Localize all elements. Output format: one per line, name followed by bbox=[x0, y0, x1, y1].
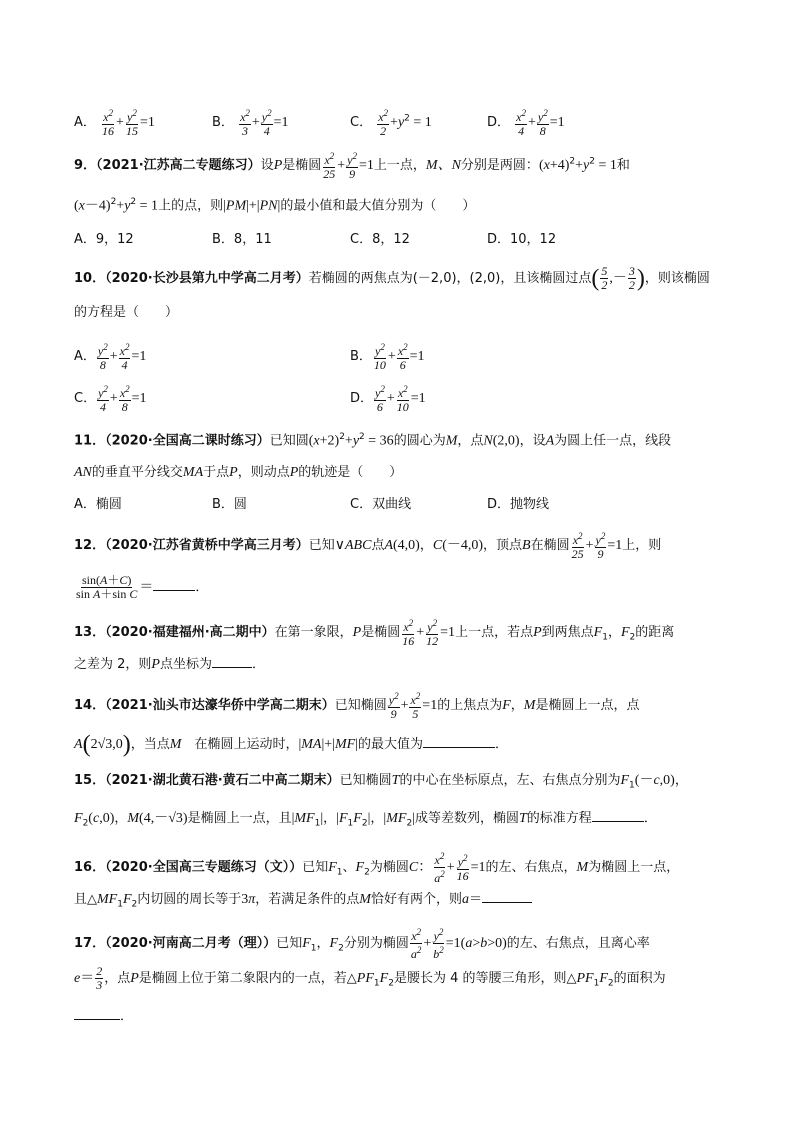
q8-option-d[interactable]: D． $\frac{x^2}{4}$ + $\frac{y^2}{8}$ =1 bbox=[487, 108, 565, 138]
q10-line-1: 10．（2020·长沙县第九中学高二月考）若椭圆的两焦点为(－2,0)，(2,0)，且该椭圆过点( $\frac{5}{2}$ ,－ $\frac{3}{2}$ )，则该椭圆 bbox=[74, 264, 710, 292]
q17-line-2: e＝ $\frac{2}{3}$ ，点P是椭圆上位于第二象限内的一点，若$\triangle PF_1F_2$是腰长为 4 的等腰三角形，则$\triangle PF_1F_2$的面积为 bbox=[74, 964, 666, 992]
q11-option-d[interactable]: D．抛物线 bbox=[487, 497, 550, 512]
answer-blank[interactable] bbox=[592, 807, 644, 822]
answer-blank[interactable] bbox=[212, 653, 252, 668]
answer-blank[interactable] bbox=[74, 1005, 120, 1020]
q9-option-b[interactable]: B．8，11 bbox=[212, 232, 272, 247]
fraction: $\frac{x^2}{16}$ bbox=[102, 108, 115, 138]
q14-line-1: 14．（2021·汕头市达濠华侨中学高二期末）已知椭圆 $\frac{y^2}{9}$ + $\frac{x^2}{5}$ =1的上焦点为F，M是椭圆上一点，点 bbox=[74, 691, 640, 721]
q11-line-1: 11．（2020·全国高二课时练习）已知圆$(x+2)^2+y^2 = 36$的圆心为M，点N(2,0)，设A为圆上任一点，线段 bbox=[74, 432, 672, 449]
answer-blank[interactable] bbox=[482, 888, 532, 903]
q10-option-c[interactable]: C． $\frac{y^2}{4}$ + $\frac{x^2}{8}$ =1 bbox=[74, 384, 147, 414]
answer-blank[interactable] bbox=[423, 733, 495, 748]
q13-line-2: 之差为 2，则P点坐标为 ． bbox=[74, 653, 265, 675]
q16-line-1: 16．（2020·全国高三专题练习（文））已知$F_1$、$F_2$为椭圆C： $\frac{x^2}{a^2}$ + $\frac{y^2}{16}$ =1的左、右焦点，M为椭圆上一点， bbox=[74, 851, 680, 885]
q13-line-1: 13．（2020·福建福州·高二期中）在第一象限，P是椭圆 $\frac{x^2}{16}$ + $\frac{y^2}{12}$ =1上一点，若点P到两焦点$F_1$，$F_2$的距离 bbox=[74, 618, 675, 648]
q17-line-1: 17．（2020·河南高二月考（理））已知$F_1$，$F_2$分别为椭圆 $\frac{x^2}{a^2}$ + $\frac{y^2}{b^2}$ =1(a>b>0)的左、右焦点，且离心率 bbox=[74, 927, 650, 961]
q12-line-1: 12．（2020·江苏省黄桥中学高三月考）已知∨ABC点A(4,0)，C(－4,0)，顶点B在椭圆 $\frac{x^2}{25}$ + $\frac{y^2}{9}$ =1上，则 bbox=[74, 531, 662, 561]
q8-option-c[interactable]: C． $\frac{x^2}{2}$ $+y^2 = 1$ bbox=[350, 108, 432, 138]
q9-option-c[interactable]: C．8，12 bbox=[350, 232, 410, 247]
q17-line-3: ． bbox=[74, 1005, 133, 1027]
q11-option-c[interactable]: C．双曲线 bbox=[350, 497, 412, 512]
q10-option-b[interactable]: B． $\frac{y^2}{10}$ + $\frac{x^2}{6}$ =1 bbox=[350, 342, 425, 372]
q9-option-d[interactable]: D．10，12 bbox=[487, 232, 557, 247]
q9-line-2: $(x-4)^2+y^2 = 1$上的点，则|PM|+|PN|的最小值和最大值分别为（ ） bbox=[74, 197, 476, 214]
q10-line-2: 的方程是（ ） bbox=[74, 305, 179, 320]
q14-line-2: A(2√3,0)，当点M 在椭圆上运动时，|MA|+|MF|的最大值为 ． bbox=[74, 731, 509, 758]
q12-line-2: $\frac{\sin(A+C)}{\text{sin A＋sin C}}$ ＝ ． bbox=[76, 573, 209, 601]
q9-line-1: 9．（2021·江苏高二专题练习）设P是椭圆 $\frac{x^2}{25}$ + $\frac{y^2}{9}$ =1上一点，M、N分别是两圆：$(x+4)^2+y^2 = 1$和 bbox=[74, 151, 630, 181]
q15-line-1: 15．（2021·湖北黄石港·黄石二中高二期末）已知椭圆T的中心在坐标原点，左、右焦点分别为$F_1(-c,0)$， bbox=[74, 773, 688, 791]
answer-blank[interactable] bbox=[153, 576, 195, 591]
q15-line-2: $F_2(c,0)$，M(4,－√3)是椭圆上一点，且$|MF_1|$，$|F_1F_2|$，$|MF_2|$成等差数列，椭圆T的标准方程 ． bbox=[74, 807, 657, 834]
q16-line-2: 且$\triangle MF_1F_2$内切圆的周长等于3π，若满足条件的点M恰好有两个，则a＝ bbox=[74, 888, 532, 915]
q11-line-2: AN的垂直平分线交MA于点P，则动点P的轨迹是（ ） bbox=[74, 465, 403, 480]
q10-option-d[interactable]: D． $\frac{y^2}{6}$ + $\frac{x^2}{10}$ =1 bbox=[350, 384, 426, 414]
q10-option-a[interactable]: A． $\frac{y^2}{8}$ + $\frac{x^2}{4}$ =1 bbox=[74, 342, 147, 372]
q11-option-a[interactable]: A．椭圆 bbox=[74, 497, 122, 512]
q8-option-a[interactable]: A． $\frac{x^2}{16}$ + $\frac{y^2}{15}$ =1 bbox=[74, 108, 155, 138]
q9-option-a[interactable]: A．9，12 bbox=[74, 232, 134, 247]
q11-option-b[interactable]: B．圆 bbox=[212, 497, 247, 512]
q8-option-b[interactable]: B． $\frac{x^2}{3}$ + $\frac{y^2}{4}$ =1 bbox=[212, 108, 289, 138]
